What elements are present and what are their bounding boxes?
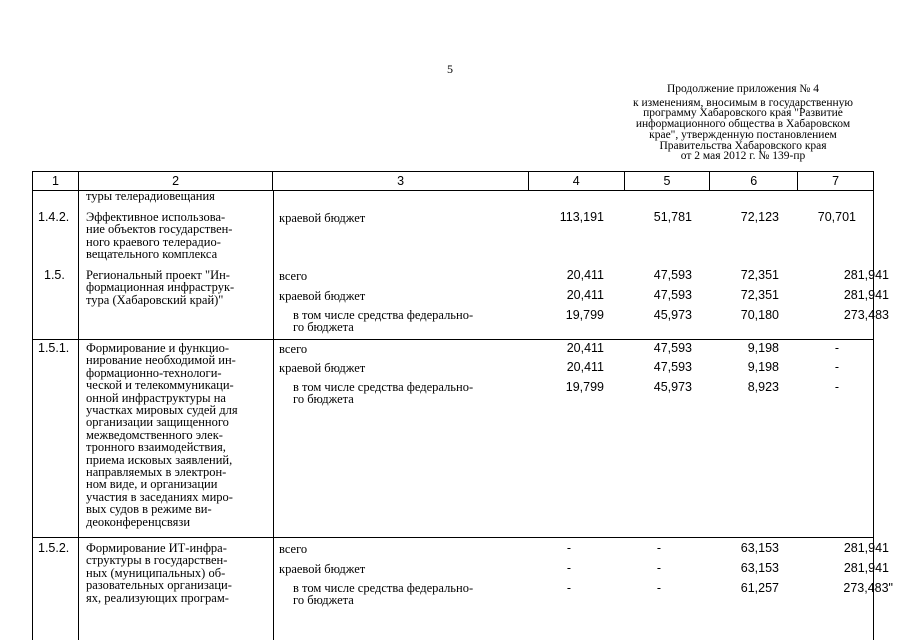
row-description: Формирование ИТ-инфра- структуры в государствен- ных (муниципальных) об- разовательных организаци- ях, реализующих програм-: [86, 541, 232, 605]
row-description: Эффективное использова- ние объектов государствен- ного краевого телерадио- вещательного комплекса: [86, 210, 233, 262]
value-cell: -: [656, 541, 661, 555]
value-cell: 9,198: [747, 360, 779, 374]
value-cell: 51,781: [653, 210, 692, 224]
value-cell: 19,799: [565, 308, 604, 322]
value-cell: 47,593: [653, 341, 692, 355]
row-description: Формирование и функцио- нирование необходимой ин- формационно-технологи- ческой и телекоммуникаци- онной инфраструктуры на участках мировых судей для организации защищенного межведомственного элек- тронного взаимодействия, приема исковых заявлений, направляемых в электрон- ном виде, и организации участия в заседаниях миро- вых судов в режиме ви- деоконференцсвязи: [86, 341, 238, 529]
value-cell: 281,941: [843, 268, 889, 282]
appendix-line: Продолжение приложения № 4: [666, 83, 820, 95]
value-cell: 72,351: [740, 268, 779, 282]
value-cell: 273,483: [843, 308, 889, 322]
value-cell: -: [656, 561, 661, 575]
page-number: 5: [447, 62, 453, 76]
value-cell: -: [656, 581, 661, 595]
value-cell: 72,123: [740, 210, 779, 224]
funding-source: в том числе средства федерально- го бюджета: [293, 380, 474, 406]
column-header: 7: [832, 174, 840, 188]
value-cell: 20,411: [566, 268, 604, 282]
row-code: 1.5.1.: [38, 341, 70, 355]
appendix-line: Правительства Хабаровского края: [659, 139, 827, 152]
value-cell: 63,153: [740, 541, 779, 555]
row-code: 1.5.2.: [38, 541, 70, 555]
funding-source: краевой бюджет: [279, 562, 366, 576]
value-cell: 281,941: [843, 541, 889, 555]
column-header: 6: [710, 172, 798, 190]
value-cell: 8,923: [747, 380, 779, 394]
value-cell: 20,411: [566, 341, 604, 355]
value-cell: 20,411: [566, 360, 604, 374]
value-cell: 47,593: [653, 268, 692, 282]
value-cell: 45,973: [653, 380, 692, 394]
column-divider: [273, 191, 274, 640]
funding-source: краевой бюджет: [279, 289, 366, 303]
row-code: 1.4.2.: [38, 210, 70, 224]
value-cell: 63,153: [740, 561, 779, 575]
value-cell: 9,198: [747, 341, 779, 355]
column-header: 2: [79, 172, 274, 190]
value-cell: -: [834, 380, 839, 394]
value-cell: 45,973: [653, 308, 692, 322]
row-divider: [32, 339, 874, 340]
value-cell: 70,180: [740, 308, 779, 322]
value-cell: -: [566, 541, 571, 555]
funding-source: в том числе средства федерально- го бюджета: [293, 581, 474, 607]
value-cell: 72,351: [740, 288, 779, 302]
funding-source: всего: [279, 542, 308, 556]
continuation-text: туры телерадиовещания: [86, 189, 215, 203]
column-divider: [78, 191, 79, 640]
row-code: 1.5.: [44, 268, 65, 282]
value-cell: -: [834, 360, 839, 374]
value-cell: 47,593: [653, 288, 692, 302]
value-cell: -: [566, 581, 571, 595]
value-cell: 61,257: [740, 581, 779, 595]
row-description: Региональный проект "Ин- формационная инфраструк- тура (Хабаровский край)": [86, 268, 235, 307]
value-cell: 19,799: [565, 380, 604, 394]
column-header: 1: [33, 172, 79, 190]
column-header: 5: [625, 172, 711, 190]
value-cell: 113,191: [559, 210, 604, 224]
appendix-line: от 2 мая 2012 г. № 139-пр: [680, 150, 806, 163]
funding-source: краевой бюджет: [279, 361, 366, 375]
value-cell: -: [834, 341, 839, 355]
column-header: 4: [529, 172, 625, 190]
appendix-line: программу Хабаровского края "Развитие: [643, 107, 843, 120]
value-cell: 273,483": [843, 581, 893, 595]
funding-source: краевой бюджет: [279, 211, 366, 225]
funding-source: всего: [279, 269, 308, 283]
column-header: 3: [273, 172, 528, 190]
appendix-line: к изменениям, вносимым в государственную: [633, 96, 853, 109]
appendix-line: информационного общества в Хабаровском: [635, 118, 851, 131]
appendix-line: крае", утвержденную постановлением: [649, 128, 837, 141]
value-cell: 70,701: [817, 210, 856, 224]
appendix-caption: [612, 84, 874, 162]
table-border-left: [32, 191, 33, 640]
value-cell: -: [566, 561, 571, 575]
table-header-row: [32, 171, 874, 191]
value-cell: 20,411: [566, 288, 604, 302]
value-cell: 281,941: [843, 288, 889, 302]
funding-source: в том числе средства федерально- го бюджета: [293, 308, 474, 334]
row-divider: [32, 537, 874, 538]
value-cell: 47,593: [653, 360, 692, 374]
value-cell: 281,941: [843, 561, 889, 575]
funding-source: всего: [279, 342, 308, 356]
